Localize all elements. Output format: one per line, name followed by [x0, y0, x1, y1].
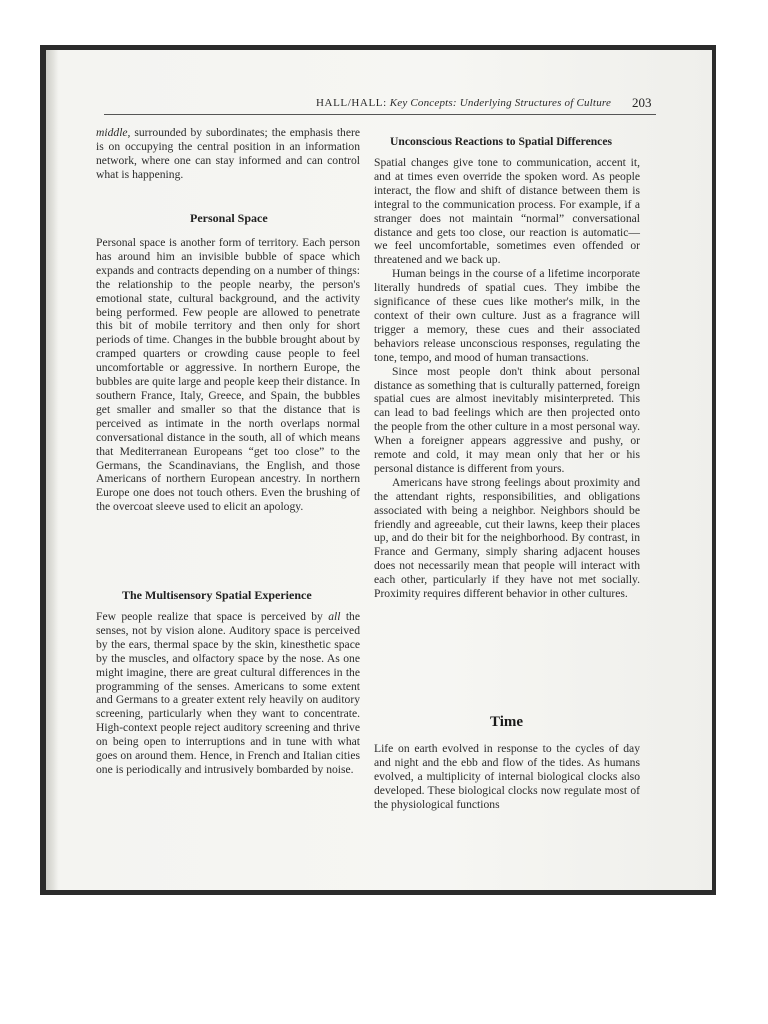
unconscious-paragraph-1: Spatial changes give tone to communication, accent it, and at times even override the spoken word. As people interact, the flow and shift of distance between them is integral to the communication process. For example, if a stranger does not maintain “normal” conversational distance and gets too close, our reaction is automatic—we feel uncomfortable, sometimes even offended or threatened and we back up. [374, 156, 640, 267]
continued-lead-italic: middle, [96, 126, 131, 139]
heading-multisensory: The Multisensory Spatial Experience [122, 588, 312, 602]
multisensory-text-before: Few people realize that space is perceived by [96, 610, 329, 623]
heading-time: Time [490, 714, 524, 730]
multisensory-paragraph [96, 610, 360, 777]
multisensory-text-after: the senses, not by vision alone. Auditory space is perceived by the ears, thermal space by the skin, kinesthetic space by the muscles, and olfactory space by the nose. As one might imagine, there are great cultural differences in the programming of the senses. Americans to some extent and Germans to a greater extent rely heavily on auditory screening, particularly when they want to concentrate. High-context people reject auditory screening and thrive on being open to interruptions and in tune with what goes on around them. Hence, in French and Italian cities one is periodically and intrusively bombarded by noise. [96, 610, 360, 776]
unconscious-paragraph-4: Americans have strong feelings about proximity and the attendant rights, responsibilities, and obligations associated with being a neighbor. Neighbors should be friendly and agreeable, cut their lawns, keep their places up, and do their bit for the neighborhood. By contrast, in France and Germany, simply sharing adjacent houses does not necessarily mean that people will interact with each other, particularly if they have not met socially. Proximity requires different behavior in other cultures. [374, 475, 640, 601]
running-head [316, 97, 611, 109]
unconscious-paragraph-2: Human beings in the course of a lifetime incorporate literally hundreds of spatial cues. They imbibe the significance of these cues like mother's milk, in the context of their own culture. Just as a fragrance will trigger a memory, these cues and their associated behaviors release unconscious responses, regulating the tone, tempo, and mood of human transactions. [374, 267, 640, 364]
running-head-author: HALL/HALL: [316, 97, 387, 109]
gutter-shadow [46, 50, 58, 890]
time-paragraph [374, 742, 640, 812]
heading-unconscious-reactions: Unconscious Reactions to Spatial Differences [390, 135, 612, 148]
page-number: 203 [632, 95, 652, 110]
multisensory-italic: all [328, 610, 341, 623]
continued-paragraph [96, 126, 360, 182]
heading-personal-space: Personal Space [190, 211, 268, 225]
unconscious-paragraph-3: Since most people don't think about personal distance as something that is culturally patterned, foreign spatial cues are almost inevitably misinterpreted. This can lead to bad feelings which are then projected onto the people from the other culture in a most personal way. When a foreigner appears aggressive and pushy, or remote and cold, it may mean only that her or his personal distance is different from yours. [374, 364, 640, 475]
header-rule [104, 114, 656, 115]
personal-space-text: Personal space is another form of territory. Each person has around him an invisible bubble of space which expands and contracts depending on a number of things: the relationship to the people nearby, the person's emotional state, cultural background, and the activity being performed. Few people are allowed to penetrate this bit of mobile territory and then only for short periods of time. Changes in the bubble brought about by cramped quarters or crowding cause people to feel uncomfortable or aggressive. In northern Europe, the bubbles are quite large and people keep their distance. In southern France, Italy, Greece, and Spain, the bubbles get smaller and smaller so that the distance that is perceived as intimate in the north overlaps normal conversational distance in the south, all of which means that Mediterranean Europeans “get too close” to the Germans, the Scandinavians, the English, and those Americans of northern European ancestry. In northern Europe one does not touch others. Even the brushing of the overcoat sleeve used to elicit an apology. [96, 236, 360, 514]
time-text: Life on earth evolved in response to the cycles of day and night and the ebb and flow of the tides. As humans evolved, a multiplicity of internal biological clocks also developed. These biological clocks now regulate most of the physiological functions [374, 742, 640, 811]
personal-space-paragraph [96, 236, 360, 514]
unconscious-reactions-body [374, 156, 640, 601]
continued-text: surrounded by subordinates; the emphasis there is on occupying the central position in an information network, where one can stay informed and can control what is happening. [96, 126, 360, 181]
running-head-title: Key Concepts: Underlying Structures of Culture [389, 97, 612, 109]
